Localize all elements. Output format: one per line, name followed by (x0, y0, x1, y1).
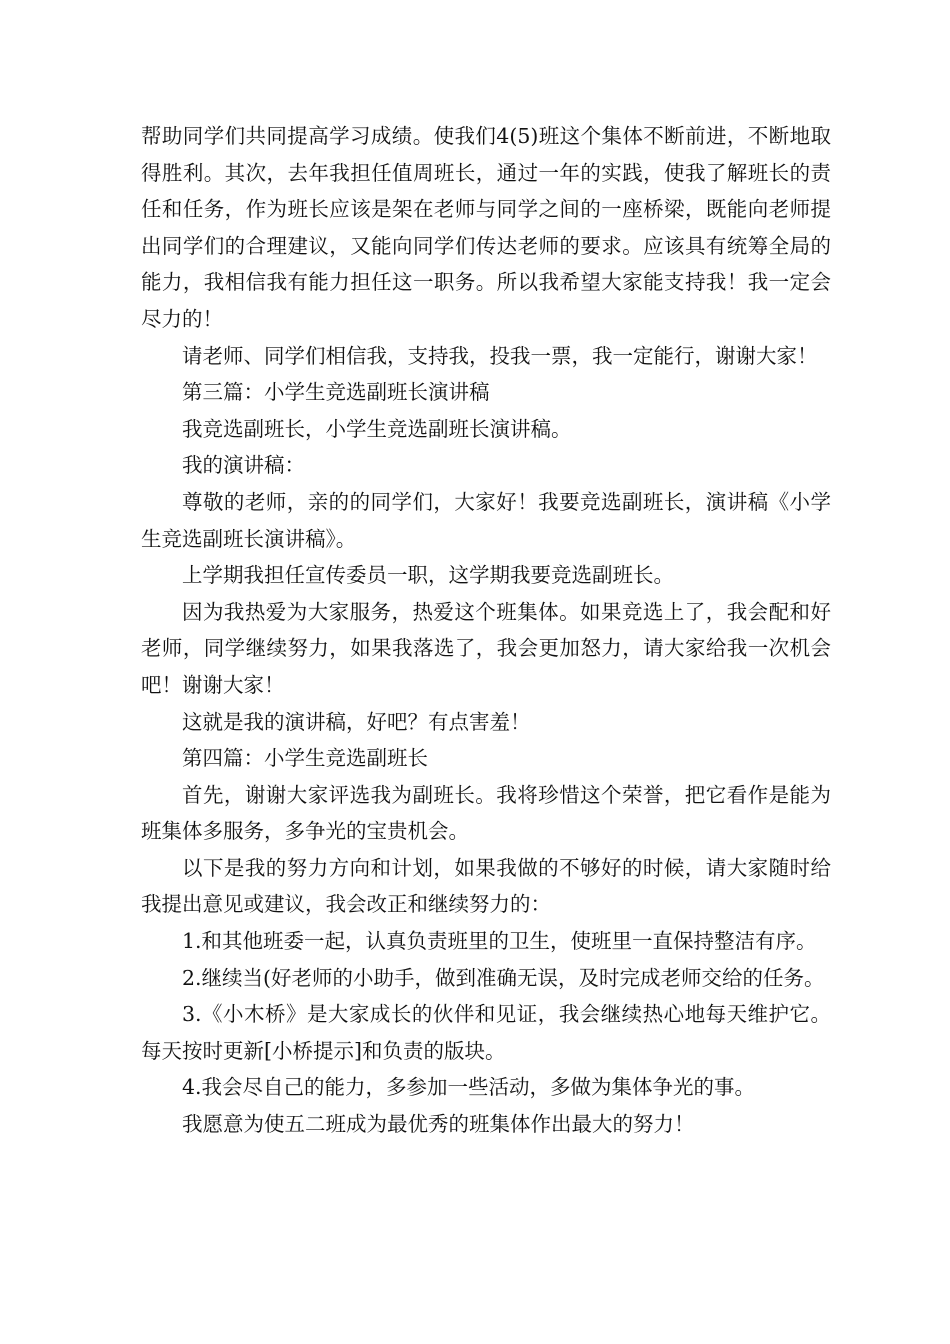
list-item-2: 2.继续当(好老师的小助手，做到准确无误，及时完成老师交给的任务。 (182, 965, 825, 990)
paragraph-continuation: 帮助同学们共同提高学习成绩。使我们4(5)班这个集体不断前进，不断地取得胜利。其次，去年我担任值周班长，通过一年的实践，使我了解班长的责任和任务，作为班长应该是架在老师与同学之间的一座桥梁，既能向老师提出同学们的合理建议，又能向同学们传达老师的要求。应该具有统筹全局的能力，我相信我有能力担任这一职务。所以我希望大家能支持我！我一定会尽力的！ (141, 124, 831, 331)
paragraph-closing: 我愿意为使五二班成为最优秀的班集体作出最大的努力！ (182, 1112, 695, 1137)
paragraph: 我的演讲稿： (182, 453, 305, 478)
list-item-3: 3.《小木桥》是大家成长的伙伴和见证，我会继续热心地每天维护它。每天按时更新[小桥提示]和负责的版块。 (141, 1002, 831, 1063)
paragraph: 我竞选副班长，小学生竞选副班长演讲稿。 (182, 416, 572, 441)
paragraph: 这就是我的演讲稿，好吧？有点害羞！ (182, 709, 531, 734)
paragraph: 首先，谢谢大家评选我为副班长。我将珍惜这个荣誉，把它看作是能为班集体多服务，多争光的宝贵机会。 (141, 782, 831, 844)
section-heading-4: 第四篇：小学生竞选副班长 (182, 746, 428, 771)
paragraph-request-vote: 请老师、同学们相信我，支持我，投我一票，我一定能行，谢谢大家！ (182, 343, 818, 368)
paragraph: 以下是我的努力方向和计划，如果我做的不够好的时候，请大家随时给我提出意见或建议，我会改正和继续努力的： (141, 855, 831, 917)
list-item-1: 1.和其他班委一起，认真负责班里的卫生，使班里一直保持整洁有序。 (182, 929, 817, 954)
paragraph: 上学期我担任宣传委员一职，这学期我要竞选副班长。 (182, 563, 674, 588)
section-heading-3: 第三篇：小学生竞选副班长演讲稿 (182, 380, 490, 405)
document-body (141, 118, 831, 1143)
paragraph: 因为我热爱为大家服务，热爱这个班集体。如果竞选上了，我会配和好老师，同学继续努力，如果我落选了，我会更加怒力，请大家给我一次机会吧！谢谢大家！ (141, 599, 831, 697)
paragraph: 尊敬的老师，亲的的同学们，大家好！我要竞选副班长，演讲稿《小学生竞选副班长演讲稿》。 (141, 489, 831, 551)
list-item-4: 4.我会尽自己的能力，多参加一些活动，多做为集体争光的事。 (182, 1075, 756, 1100)
